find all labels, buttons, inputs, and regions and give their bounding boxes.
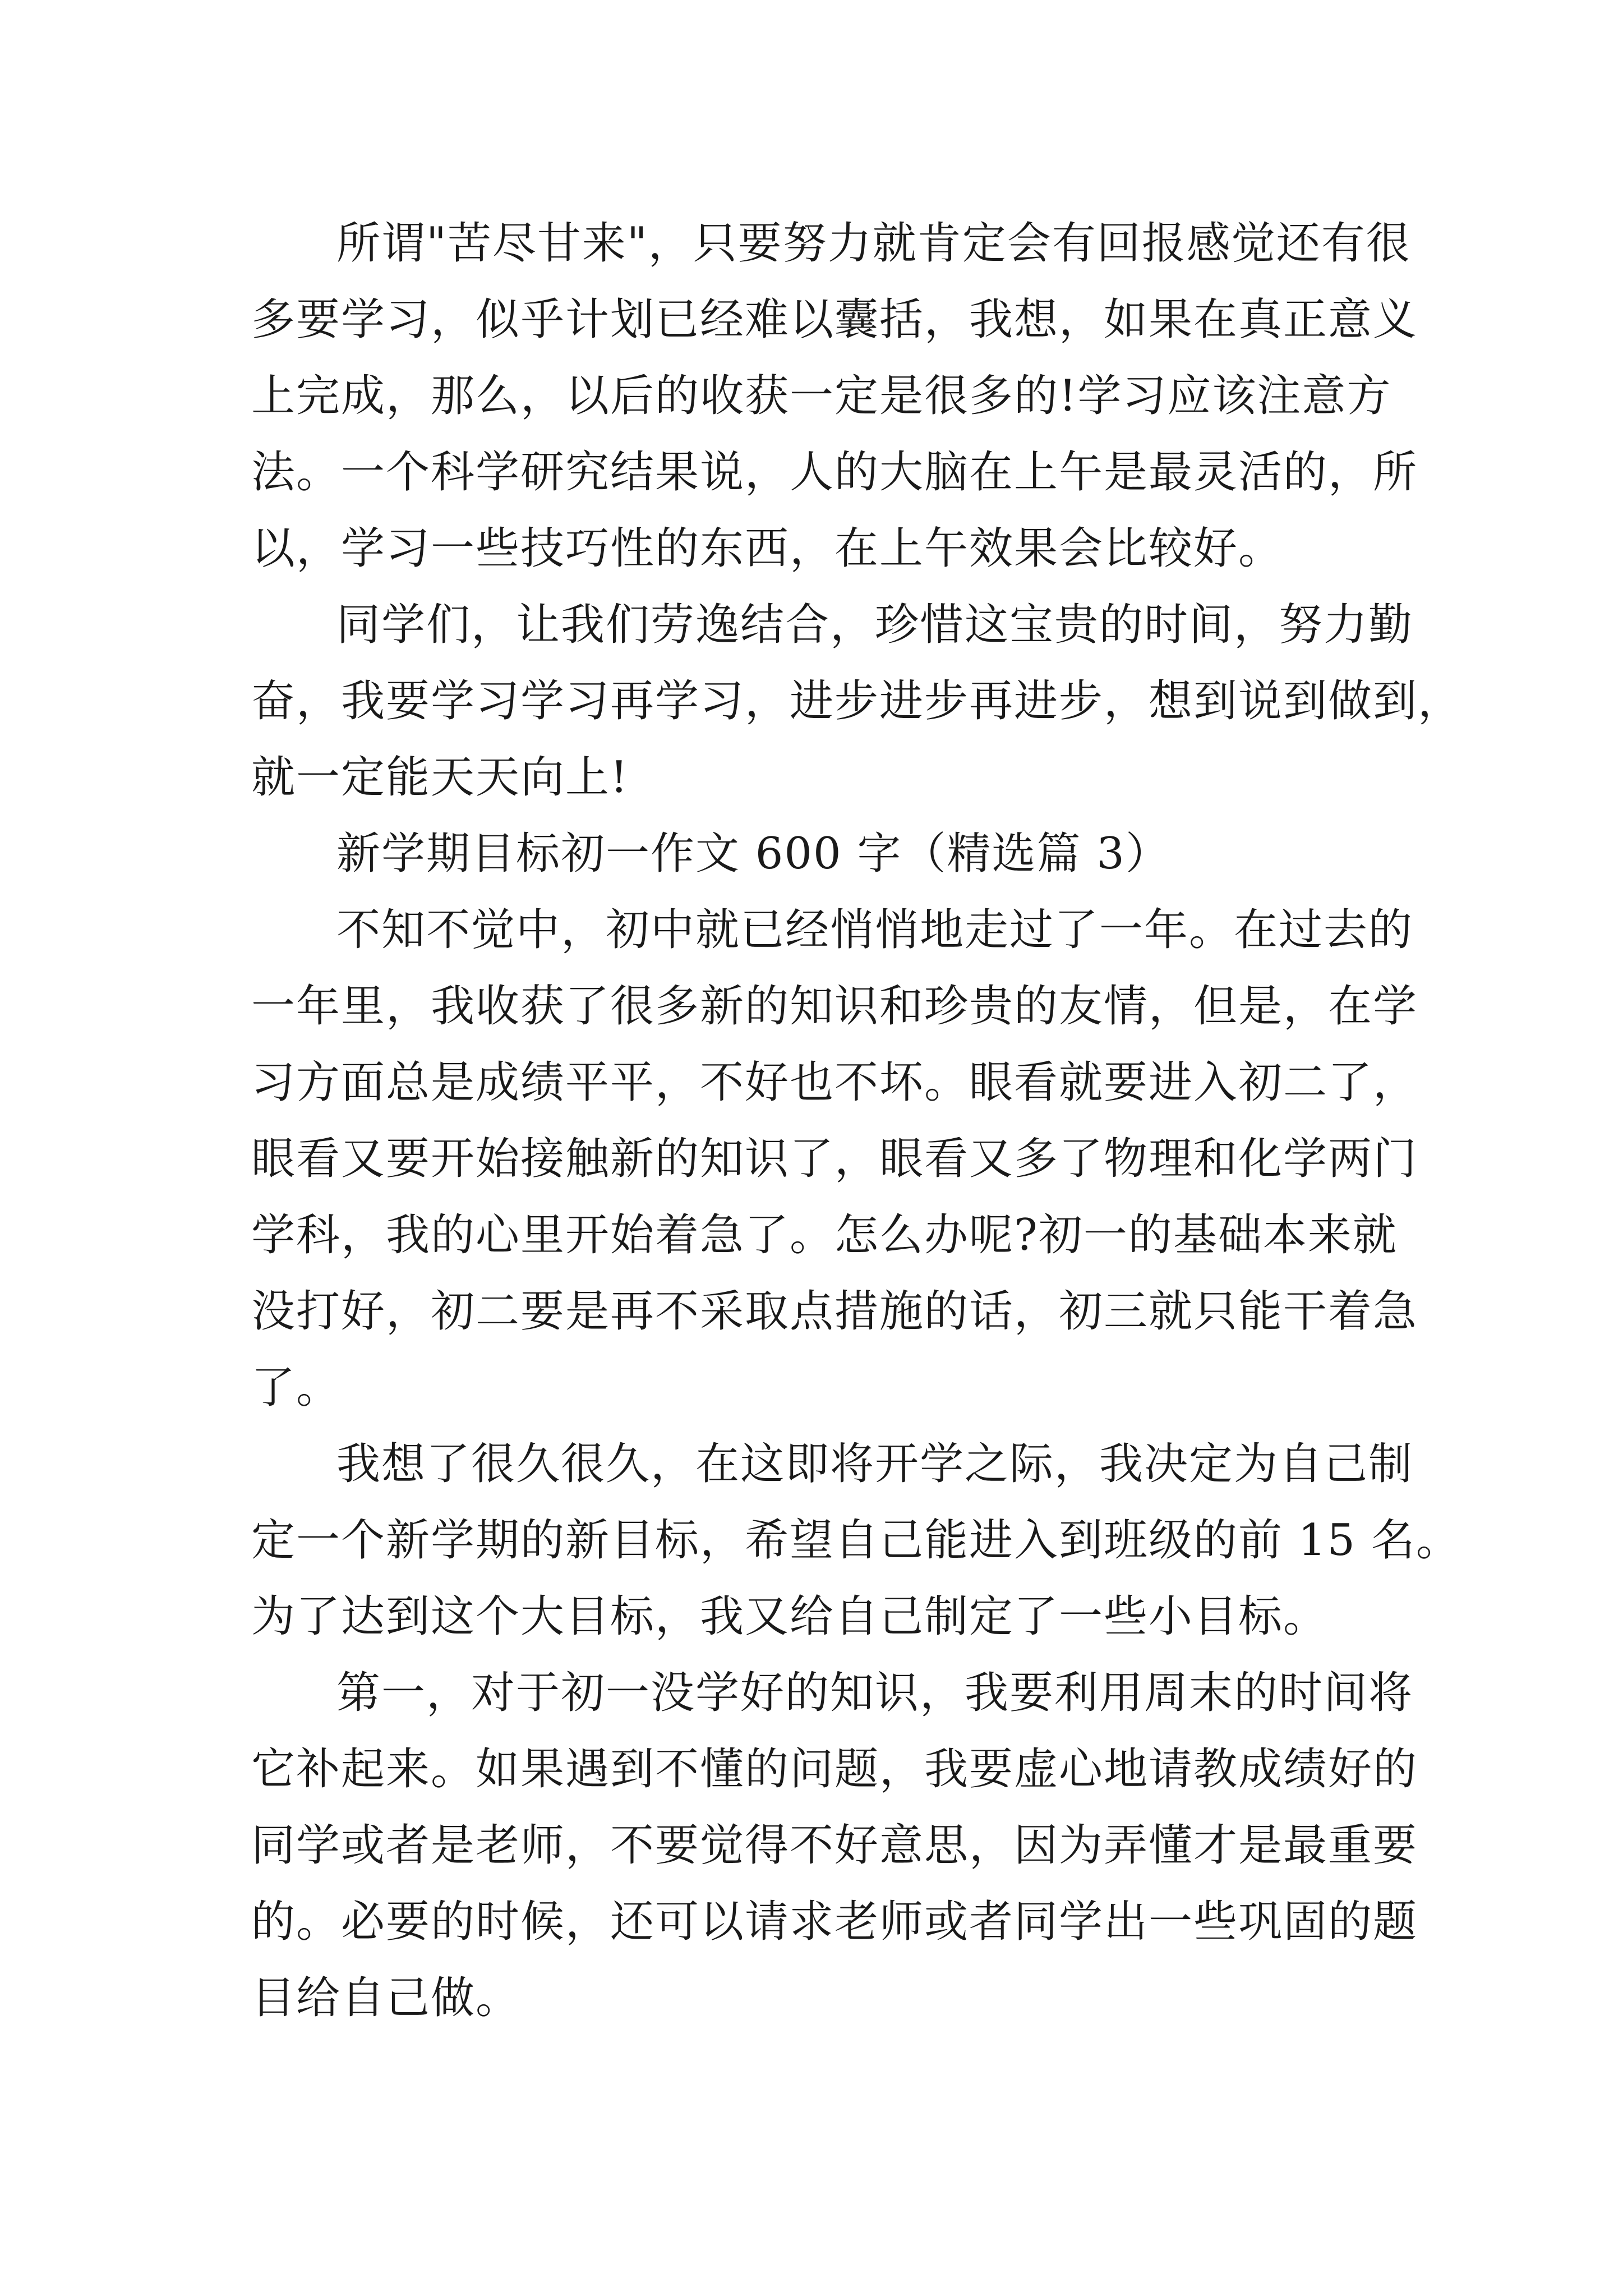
text-line: 目给自己做。 [251,1973,521,2023]
text-line: 法。一个科学研究结果说，人的大脑在上午是最灵活的，所 [251,447,1418,498]
text-line: 同学们，让我们劳逸结合，珍惜这宝贵的时间，努力勤 [336,600,1414,650]
section-heading: 新学期目标初一作文 600 字（精选篇 3） [336,829,1170,879]
text-line: 以，学习一些技巧性的东西，在上午效果会比较好。 [251,523,1284,574]
text-line: 它补起来。如果遇到不懂的问题，我要虚心地请教成绩好的 [251,1744,1418,1795]
text-line: 的。必要的时候，还可以请求老师或者同学出一些巩固的题 [251,1897,1418,1947]
text-line: 第一，对于初一没学好的知识，我要利用周末的时间将 [336,1668,1414,1718]
text-line: 就一定能天天向上! [251,752,629,803]
text-line: 所谓"苦尽甘来"，只要努力就肯定会有回报感觉还有很 [336,218,1411,269]
text-line: 奋，我要学习学习再学习，进步进步再进步，想到说到做到， [251,676,1463,726]
text-line: 学科，我的心里开始着急了。怎么办呢?初一的基础本来就 [251,1210,1398,1260]
text-line: 上完成，那么，以后的收获一定是很多的!学习应该注意方 [251,371,1392,421]
text-line: 同学或者是老师，不要觉得不好意思，因为弄懂才是最重要 [251,1820,1418,1871]
text-line: 为了达到这个大目标，我又给自己制定了一些小目标。 [251,1591,1329,1642]
text-line: 定一个新学期的新目标，希望自己能进入到班级的前 15 名。 [251,1515,1461,1566]
text-line: 一年里，我收获了很多新的知识和珍贵的友情，但是，在学 [251,981,1418,1032]
text-line: 不知不觉中，初中就已经悄悄地走过了一年。在过去的 [336,905,1414,955]
text-line: 习方面总是成绩平平，不好也不坏。眼看就要进入初二了， [251,1057,1418,1108]
text-line: 眼看又要开始接触新的知识了，眼看又多了物理和化学两门 [251,1134,1418,1184]
text-line: 了。 [251,1363,342,1413]
text-line: 多要学习，似乎计划已经难以囊括，我想，如果在真正意义 [251,295,1418,345]
text-line: 没打好，初二要是再不采取点措施的话，初三就只能干着急 [251,1286,1418,1337]
text-line: 我想了很久很久，在这即将开学之际，我决定为自己制 [336,1439,1414,1489]
